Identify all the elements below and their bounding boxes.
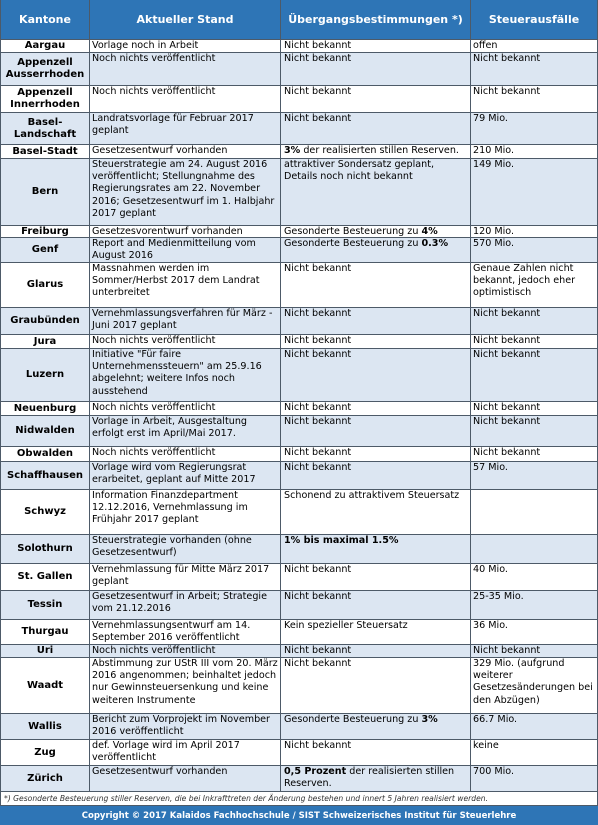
transition-cell [281, 645, 471, 658]
transition-cell-text: Nicht bekannt [284, 564, 352, 575]
tax-loss-cell-text: 570 Mio. [473, 238, 515, 249]
status-cell [90, 159, 281, 226]
canton-cell-text: Basel-Stadt [12, 145, 78, 157]
canton-cell-text: Glarus [26, 279, 64, 290]
status-cell [90, 416, 281, 447]
status-cell [90, 86, 281, 113]
canton-cell-text: Freiburg [21, 226, 69, 237]
canton-cell [0, 86, 90, 113]
tax-loss-cell-text: Nicht bekannt [473, 447, 541, 458]
status-cell-text: Noch nichts veröffentlicht [92, 447, 216, 458]
tax-loss-cell [471, 620, 598, 645]
status-cell [90, 263, 281, 308]
transition-cell-text: Nicht bekannt [284, 308, 352, 319]
canton-cell-text: Wallis [28, 720, 62, 732]
status-cell-text: def. Vorlage wird im April 2017 veröffentlicht [92, 740, 240, 764]
transition-cell-text: Nicht bekannt [284, 462, 352, 473]
transition-cell [281, 308, 471, 335]
canton-cell [0, 402, 90, 416]
tax-loss-cell [471, 113, 598, 145]
transition-cell [281, 447, 471, 462]
tax-loss-cell-text: 149 Mio. [473, 159, 515, 170]
bold-text-segment: 0,5 Prozent [284, 766, 347, 777]
status-cell [90, 53, 281, 86]
transition-cell [281, 490, 471, 535]
status-cell-text: Landratsvorlage für Februar 2017 geplant [92, 113, 254, 137]
table-body [0, 40, 598, 792]
table-row [0, 591, 598, 620]
status-cell [90, 740, 281, 766]
canton-cell-text: Schaffhausen [7, 469, 83, 481]
tax-loss-cell-text: 329 Mio. (aufgrund weiterer Gesetzesänderungen bei den Abzügen) [473, 658, 593, 706]
canton-cell [0, 416, 90, 447]
status-cell-text: Gesetzesentwurf vorhanden [92, 766, 228, 777]
status-cell-text: Vernehmlassungsentwurf am 14. September 2016 veröffentlicht [92, 620, 251, 644]
copyright-text: Copyright © 2017 Kalaidos Fachhochschule / SIST Schweizerisches Institut für Steuerlehre [81, 810, 517, 821]
table-row [0, 645, 598, 658]
text-segment: Gesonderte Besteuerung zu [284, 238, 422, 249]
tax-loss-cell [471, 447, 598, 462]
table-row [0, 535, 598, 564]
transition-cell [281, 145, 471, 159]
tax-loss-cell [471, 766, 598, 792]
table-row [0, 714, 598, 740]
status-cell [90, 591, 281, 620]
canton-cell [0, 591, 90, 620]
canton-cell-text: Uri [36, 645, 54, 656]
table-row [0, 113, 598, 145]
transition-cell-text: Nicht bekannt [284, 335, 352, 346]
transition-cell-text: Nicht bekannt [284, 447, 352, 458]
status-cell-text: Noch nichts veröffentlicht [92, 645, 216, 656]
tax-loss-cell-text: 57 Mio. [473, 462, 508, 473]
transition-cell [281, 416, 471, 447]
status-cell-text: Steuerstrategie am 24. August 2016 veröffentlicht; Stellungnahme des Regierungsrates am 22. November 2016; Gesetzesentwurf im 1. Halbjahr 2017 geplant [92, 159, 275, 219]
header-aktueller-stand [90, 0, 281, 40]
status-cell-text: Noch nichts veröffentlicht [92, 53, 216, 64]
tax-loss-cell-text: offen [473, 40, 498, 51]
transition-cell-text: attraktiver Sondersatz geplant, Details noch nicht bekannt [284, 159, 435, 183]
tax-loss-cell-text: 25-35 Mio. [473, 591, 524, 602]
header-aktueller-stand-label: Aktueller Stand [136, 13, 234, 26]
canton-cell [0, 308, 90, 335]
canton-cell [0, 564, 90, 591]
header-steuerausfaelle [471, 0, 598, 40]
tax-loss-cell-text: Nicht bekannt [473, 53, 541, 64]
transition-cell-text: Nicht bekannt [284, 416, 352, 427]
bold-text-segment: 0.3% [421, 238, 449, 249]
canton-cell [0, 53, 90, 86]
footnote [0, 792, 598, 806]
transition-cell [281, 714, 471, 740]
tax-loss-cell [471, 645, 598, 658]
table-row [0, 308, 598, 335]
table-row [0, 740, 598, 766]
status-cell-text: Vernehmlassungsverfahren für März - Juni 2017 geplant [92, 308, 273, 332]
status-cell [90, 402, 281, 416]
table-row [0, 349, 598, 402]
tax-loss-cell [471, 402, 598, 416]
canton-cell [0, 740, 90, 766]
transition-cell [281, 113, 471, 145]
tax-loss-cell [471, 740, 598, 766]
canton-cell [0, 658, 90, 714]
status-cell [90, 490, 281, 535]
transition-cell [281, 740, 471, 766]
transition-cell-text: Nicht bekannt [284, 658, 352, 669]
tax-loss-cell [471, 40, 598, 53]
canton-cell [0, 335, 90, 349]
canton-cell [0, 40, 90, 53]
transition-cell [281, 591, 471, 620]
tax-loss-cell [471, 263, 598, 308]
tax-loss-cell-text: Genaue Zahlen nicht bekannt, jedoch eher optimistisch [473, 263, 576, 299]
canton-cell-text: Appenzell Innerrhoden [10, 87, 80, 110]
transition-cell [281, 335, 471, 349]
table-row [0, 145, 598, 159]
canton-cell-text: Nidwalden [15, 425, 75, 436]
canton-cell-text: Genf [31, 244, 59, 255]
status-cell-text: Vernehmlassung für Mitte März 2017 geplant [92, 564, 270, 588]
transition-cell [281, 535, 471, 564]
canton-cell-text: Schwyz [24, 506, 66, 517]
transition-cell [281, 564, 471, 591]
table-row [0, 416, 598, 447]
canton-cell [0, 535, 90, 564]
status-cell-text: Noch nichts veröffentlicht [92, 86, 216, 97]
status-cell [90, 658, 281, 714]
canton-cell [0, 766, 90, 792]
table-row [0, 53, 598, 86]
transition-cell-text [284, 535, 399, 546]
table-row [0, 766, 598, 792]
status-cell [90, 349, 281, 402]
tax-loss-cell [471, 714, 598, 740]
tax-loss-cell-text: 79 Mio. [473, 113, 508, 124]
tax-loss-cell-text: Nicht bekannt [473, 645, 541, 656]
canton-cell-text: Basel-Landschaft [13, 116, 77, 140]
table-row [0, 490, 598, 535]
status-cell-text: Information Finanzdepartment 12.12.2016, Vernehmlassung im Frühjahr 2017 geplant [92, 490, 248, 526]
canton-cell-text: Jura [33, 335, 57, 347]
canton-cell [0, 238, 90, 263]
tax-loss-cell [471, 335, 598, 349]
canton-cell-text: Bern [31, 186, 59, 197]
transition-cell [281, 349, 471, 402]
tax-loss-cell [471, 564, 598, 591]
status-cell-text: Report and Medienmitteilung vom August 2016 [92, 238, 256, 262]
text-segment: der realisierten stillen Reserven. [300, 145, 459, 156]
transition-cell-text: Nicht bekannt [284, 349, 352, 360]
canton-cell [0, 490, 90, 535]
canton-cell-text: Graubünden [10, 315, 80, 326]
table-row [0, 159, 598, 226]
transition-cell [281, 462, 471, 490]
status-cell [90, 645, 281, 658]
tax-loss-cell-text: Nicht bekannt [473, 402, 541, 413]
canton-cell [0, 349, 90, 402]
tax-loss-cell-text: Nicht bekannt [473, 349, 541, 360]
tax-loss-cell-text: Nicht bekannt [473, 308, 541, 319]
tax-loss-cell [471, 308, 598, 335]
status-cell [90, 335, 281, 349]
canton-cell [0, 226, 90, 238]
canton-cell [0, 113, 90, 145]
transition-cell [281, 263, 471, 308]
status-cell-text: Bericht zum Vorprojekt im November 2016 veröffentlicht [92, 714, 270, 738]
tax-loss-cell [471, 462, 598, 490]
canton-cell [0, 159, 90, 226]
status-cell-text: Abstimmung zur UStR III vom 20. März 2016 angenommen; beinhaltet jedoch nur Gewinnsteuersenkung und keine weiteren Instrumente [92, 658, 278, 706]
transition-cell-text [284, 766, 454, 789]
transition-cell [281, 86, 471, 113]
transition-cell [281, 658, 471, 714]
status-cell-text: Vorlage in Arbeit, Ausgestaltung erfolgt erst im April/Mai 2017. [92, 416, 247, 440]
tax-loss-cell [471, 145, 598, 159]
table-row [0, 226, 598, 238]
status-cell-text: Gesetzesentwurf in Arbeit; Strategie vom 21.12.2016 [92, 591, 267, 615]
status-cell-text: Massnahmen werden im Sommer/Herbst 2017 dem Landrat unterbreitet [92, 263, 260, 299]
transition-cell [281, 766, 471, 792]
table-row [0, 447, 598, 462]
transition-cell-text: Nicht bekannt [284, 591, 352, 602]
table-header-row [0, 0, 598, 40]
status-cell [90, 226, 281, 238]
header-uebergangsbestimmungen [281, 0, 471, 40]
transition-cell-text [284, 145, 459, 156]
transition-cell [281, 238, 471, 263]
tax-loss-cell-text: Nicht bekannt [473, 335, 541, 346]
status-cell [90, 620, 281, 645]
transition-cell-text: Nicht bekannt [284, 645, 352, 656]
canton-cell-text: St. Gallen [17, 571, 73, 582]
transition-cell [281, 226, 471, 238]
header-steuerausfaelle-label: Steuerausfälle [488, 13, 580, 26]
transition-cell-text: Nicht bekannt [284, 113, 352, 124]
tax-loss-cell [471, 53, 598, 86]
footnote-text: *) Gesonderte Besteuerung stiller Reserven, die bei Inkrafttreten der Änderung bestehen und innert 5 Jahren realisiert werden. [4, 794, 489, 803]
transition-cell [281, 620, 471, 645]
bold-text-segment: 3% [421, 714, 438, 725]
tax-loss-cell-text: 40 Mio. [473, 564, 508, 575]
canton-cell [0, 645, 90, 658]
header-kantone-label: Kantone [19, 13, 71, 26]
tax-loss-cell [471, 226, 598, 238]
tax-loss-cell [471, 86, 598, 113]
canton-cell [0, 263, 90, 308]
transition-cell-text: Nicht bekannt [284, 40, 352, 51]
status-cell [90, 238, 281, 263]
canton-cell-text: Zürich [27, 772, 63, 784]
status-cell [90, 535, 281, 564]
canton-cell [0, 145, 90, 159]
table-row [0, 462, 598, 490]
table-row [0, 658, 598, 714]
tax-loss-cell [471, 535, 598, 564]
text-segment: Gesonderte Besteuerung zu [284, 714, 422, 725]
status-cell [90, 113, 281, 145]
tax-loss-cell-text: 66.7 Mio. [473, 714, 518, 725]
canton-cell-text: Luzern [25, 369, 65, 380]
transition-cell-text [284, 714, 438, 725]
canton-cell-text: Waadt [26, 679, 64, 691]
transition-cell-text: Nicht bekannt [284, 263, 352, 274]
canton-cell-text: Aargau [24, 40, 66, 51]
tax-loss-cell-text: 210 Mio. [473, 145, 515, 156]
transition-cell [281, 53, 471, 86]
status-cell [90, 40, 281, 53]
table-row [0, 86, 598, 113]
canton-cell-text: Zug [34, 746, 56, 758]
status-cell-text: Initiative "Für faire Unternehmenssteuern" am 25.9.16 abgelehnt; weitere Infos noch ausstehend [92, 349, 262, 397]
status-cell-text: Vorlage wird vom Regierungsrat erarbeitet, geplant auf Mitte 2017 [92, 462, 256, 486]
tax-loss-cell-text: 700 Mio. [473, 766, 515, 777]
tax-loss-cell [471, 238, 598, 263]
status-cell-text: Steuerstrategie vorhanden (ohne Gesetzesentwurf) [92, 535, 252, 559]
canton-cell-text: Thurgau [21, 626, 69, 637]
status-cell-text: Gesetzesvorentwurf vorhanden [92, 226, 243, 237]
bold-text-segment: 4% [421, 226, 438, 237]
tax-loss-cell [471, 349, 598, 402]
canton-cell-text: Appenzell Ausserrhoden [5, 57, 85, 80]
transition-cell-text [284, 238, 448, 249]
header-kantone [0, 0, 90, 40]
canton-cell-text: Tessin [27, 599, 63, 610]
table-row [0, 564, 598, 591]
text-segment: der realisierten stillen Reserven. [284, 766, 455, 790]
header-uebergangsbestimmungen-label: Übergangsbestimmungen *) [288, 13, 463, 26]
transition-cell-text: Nicht bekannt [284, 740, 352, 751]
transition-cell [281, 40, 471, 53]
tax-loss-cell-text: 120 Mio. [473, 226, 515, 237]
canton-cell-text: Obwalden [16, 448, 74, 459]
copyright-bar [0, 806, 598, 825]
status-cell [90, 564, 281, 591]
canton-cell [0, 714, 90, 740]
bold-text-segment: 1% bis maximal 1.5% [284, 535, 399, 546]
canton-cell [0, 462, 90, 490]
status-cell [90, 766, 281, 792]
status-cell [90, 447, 281, 462]
status-cell-text: Vorlage noch in Arbeit [92, 40, 199, 51]
status-cell-text: Noch nichts veröffentlicht [92, 402, 216, 413]
table-row [0, 263, 598, 308]
transition-cell-text: Nicht bekannt [284, 53, 352, 64]
tax-loss-cell-text: Nicht bekannt [473, 86, 541, 97]
table-row [0, 238, 598, 263]
text-segment: Gesonderte Besteuerung zu [284, 226, 422, 237]
canton-cell [0, 447, 90, 462]
transition-cell-text: Kein spezieller Steuersatz [284, 620, 408, 631]
tax-loss-cell [471, 490, 598, 535]
status-cell [90, 714, 281, 740]
transition-cell-text: Nicht bekannt [284, 402, 352, 413]
tax-loss-cell-text: keine [473, 740, 499, 751]
tax-loss-cell-text: 36 Mio. [473, 620, 508, 631]
tax-loss-cell [471, 591, 598, 620]
transition-cell-text: Nicht bekannt [284, 86, 352, 97]
tax-loss-cell [471, 658, 598, 714]
status-cell [90, 308, 281, 335]
status-cell [90, 462, 281, 490]
tax-loss-cell [471, 416, 598, 447]
transition-cell-text [284, 226, 438, 237]
bold-text-segment: 3% [284, 145, 301, 156]
table-row [0, 620, 598, 645]
tax-loss-cell-text: Nicht bekannt [473, 416, 541, 427]
canton-cell-text: Solothurn [17, 543, 73, 554]
status-cell [90, 145, 281, 159]
tax-loss-cell [471, 159, 598, 226]
table-row [0, 335, 598, 349]
table-row [0, 40, 598, 53]
canton-cell [0, 620, 90, 645]
transition-cell-text: Schonend zu attraktivem Steuersatz [284, 490, 460, 501]
table-row [0, 402, 598, 416]
status-cell-text: Gesetzesentwurf vorhanden [92, 145, 228, 156]
canton-cell-text: Neuenburg [13, 402, 77, 414]
transition-cell [281, 402, 471, 416]
status-cell-text: Noch nichts veröffentlicht [92, 335, 216, 346]
transition-cell [281, 159, 471, 226]
